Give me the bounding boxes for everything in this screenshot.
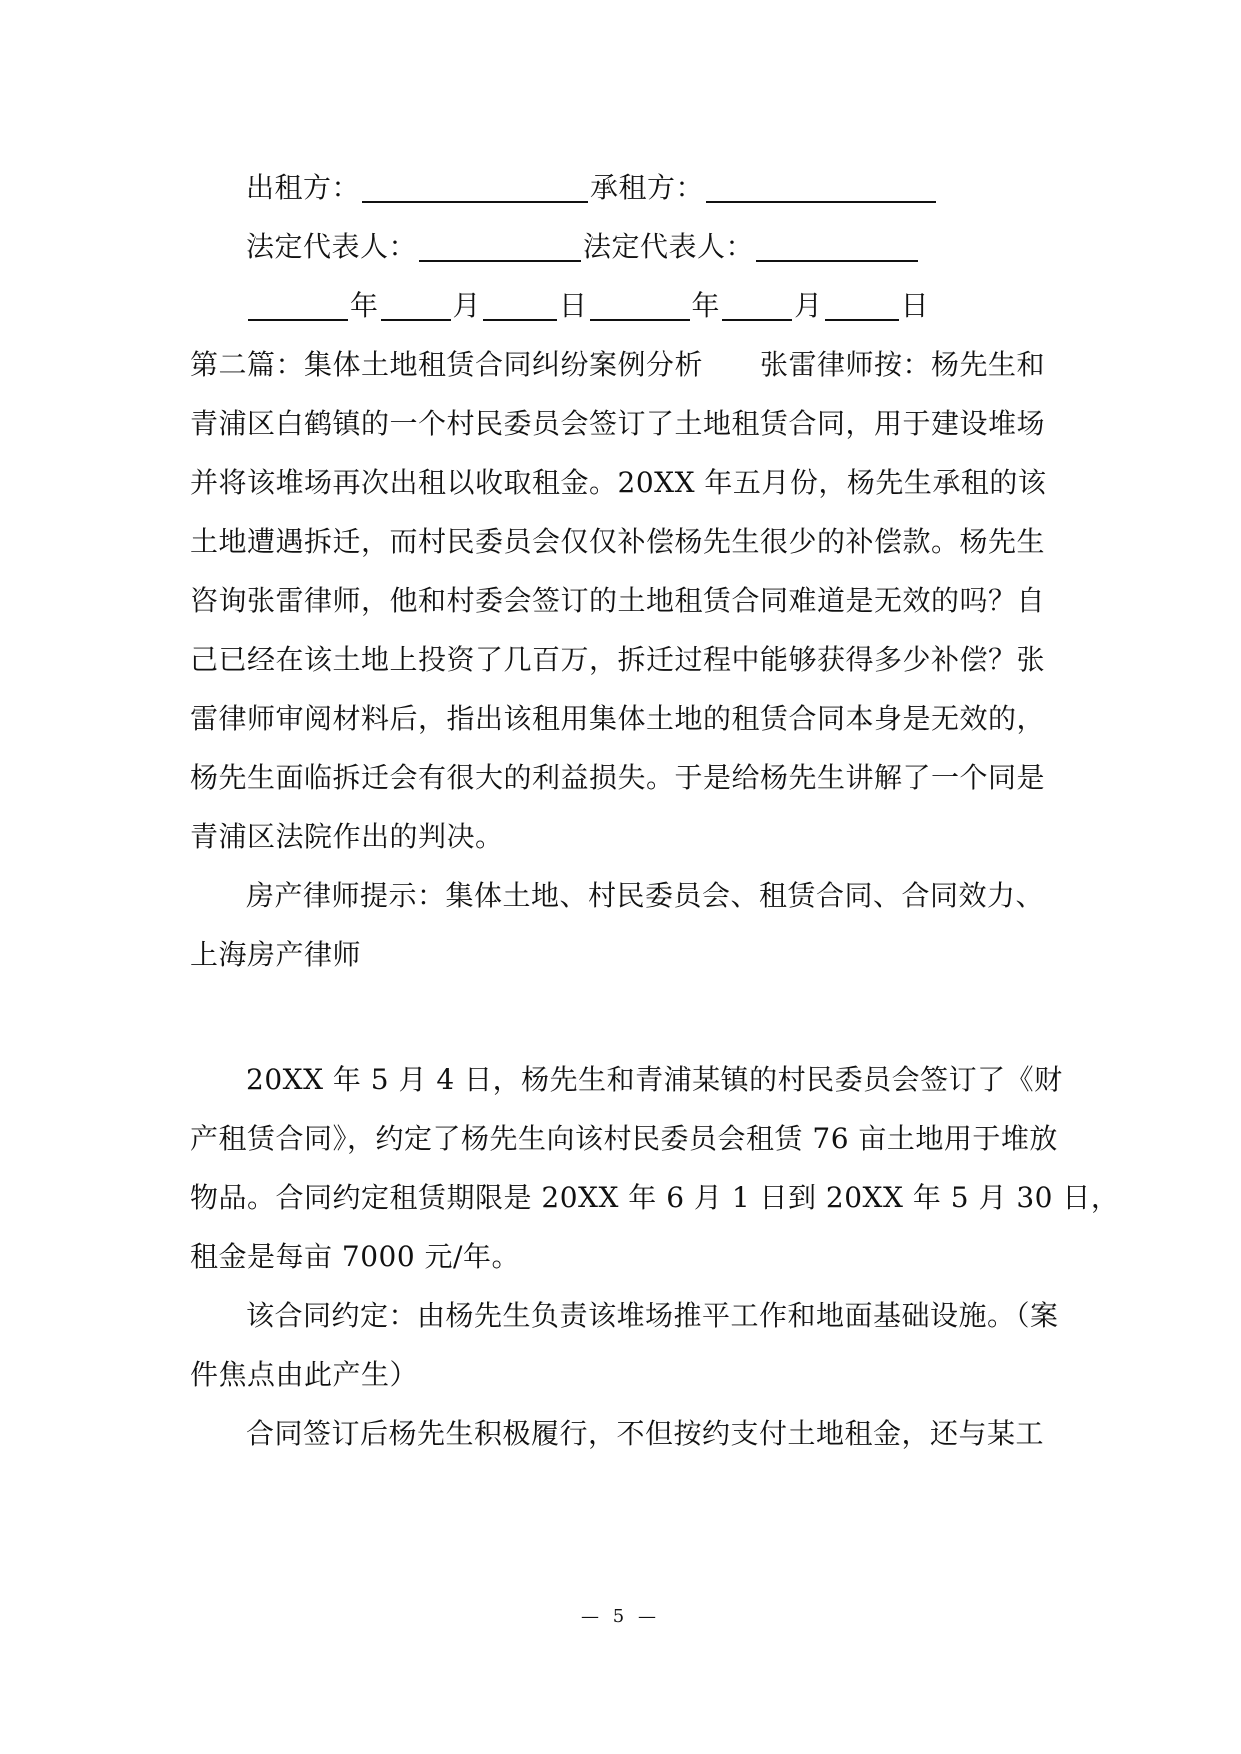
tips-paragraph [190, 866, 1070, 984]
month-blank-1 [381, 291, 451, 321]
day-label-1: 日 [559, 289, 588, 322]
day-blank-1 [483, 291, 557, 321]
article-intro-paragraph [190, 335, 1070, 866]
paragraph-line: 青浦区法院作出的判决。 [190, 820, 504, 853]
paragraph-spacer [190, 984, 1070, 1050]
paragraph-line: 咨询张雷律师，他和村委会签订的土地租赁合同难道是无效的吗？自 [190, 584, 1046, 617]
contract-line: 件焦点由此产生） [190, 1358, 419, 1391]
tips-line: 房产律师提示：集体土地、村民委员会、租赁合同、合同效力、 [246, 879, 1045, 912]
day-blank-2 [825, 291, 899, 321]
paragraph-line: 并将该堆场再次出租以收取租金。20XX 年五月份，杨先生承租的该 [190, 466, 1047, 499]
case-paragraph [190, 1050, 1120, 1286]
month-blank-2 [722, 291, 792, 321]
month-label-1: 月 [452, 289, 482, 322]
case-line: 物品。合同约定租赁期限是 20XX 年 6 月 1 日到 20XX 年 5 月 30 日， [190, 1181, 1120, 1214]
paragraph-line: 杨先生面临拆迁会有很大的利益损失。于是给杨先生讲解了一个同是 [190, 761, 1046, 794]
year-label-2: 年 [691, 289, 721, 322]
performance-paragraph: 合同签订后杨先生积极履行，不但按约支付土地租金，还与某工 [246, 1417, 1045, 1450]
case-line: 产租赁合同》，约定了杨先生向该村民委员会租赁 76 亩土地用于堆放 [190, 1122, 1058, 1155]
signature-rep-row [190, 217, 1070, 276]
case-line: 租金是每亩 7000 元/年。 [190, 1240, 520, 1273]
lessor-blank [362, 173, 588, 203]
lessor-label: 出租方： [246, 171, 361, 204]
paragraph-line: 己已经在该土地上投资了几百万，拆迁过程中能够获得多少补偿？张 [190, 643, 1046, 676]
year-blank-1 [248, 291, 348, 321]
tips-line: 上海房产律师 [190, 938, 362, 971]
rep-blank-lessee [756, 232, 918, 262]
case-line: 20XX 年 5 月 4 日，杨先生和青浦某镇的村民委员会签订了《财 [246, 1063, 1063, 1096]
page-number: — 5 — [581, 1606, 660, 1627]
year-blank-2 [590, 291, 690, 321]
signature-parties-row [190, 158, 1070, 217]
paragraph-line: 青浦区白鹤镇的一个村民委员会签订了土地租赁合同，用于建设堆场 [190, 407, 1046, 440]
day-label-2: 日 [900, 289, 930, 322]
rep-label-lessee: 法定代表人： [583, 230, 755, 263]
contract-line: 该合同约定：由杨先生负责该堆场推平工作和地面基础设施。（案 [246, 1299, 1059, 1332]
lessee-blank [706, 173, 936, 203]
signature-date-row [190, 276, 1070, 335]
paragraph-line: 第二篇：集体土地租赁合同纠纷案例分析 张雷律师按：杨先生和 [190, 348, 1046, 381]
year-label-1: 年 [350, 289, 379, 322]
contract-clause-paragraph [190, 1286, 1070, 1404]
paragraph-line: 土地遭遇拆迁，而村民委员会仅仅补偿杨先生很少的补偿款。杨先生 [190, 525, 1046, 558]
document-body [190, 158, 1120, 1463]
rep-label-lessor: 法定代表人： [246, 230, 418, 263]
paragraph-line: 雷律师审阅材料后，指出该租用集体土地的租赁合同本身是无效的， [190, 702, 1046, 735]
rep-blank-lessor [419, 232, 581, 262]
lessee-label: 承租方： [590, 171, 705, 204]
month-label-2: 月 [794, 289, 823, 322]
